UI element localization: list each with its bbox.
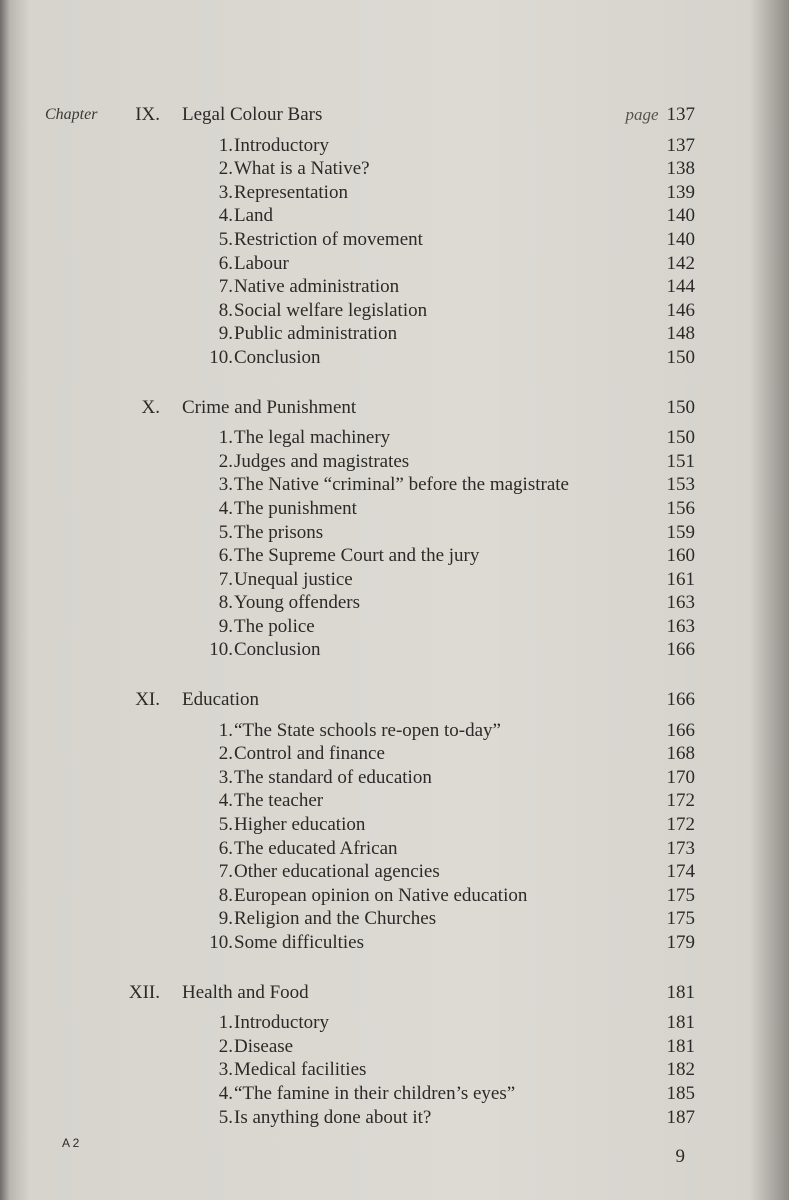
- section-entry: [0, 1035, 789, 1059]
- section-entry: [0, 813, 789, 837]
- section-title: “The State schools re-open to-day”: [234, 719, 501, 741]
- section-page: 139: [666, 181, 695, 203]
- section-entry: [0, 181, 789, 205]
- section-title: Judges and magistrates: [234, 450, 410, 472]
- section-title: Labour: [234, 252, 289, 274]
- section-title: Representation: [234, 181, 348, 203]
- section-number: 1.: [218, 427, 233, 449]
- section-number: 5.: [218, 228, 233, 250]
- chapter-page: [625, 103, 695, 127]
- section-number: 1.: [218, 1012, 233, 1034]
- section-entry: [0, 719, 789, 743]
- section-title: Other educational agencies: [234, 861, 440, 883]
- section-page: 182: [666, 1059, 695, 1081]
- chapter-page: [667, 688, 696, 712]
- section-title: The Native “criminal” before the magistrate: [234, 474, 569, 496]
- section-page: 144: [666, 276, 695, 298]
- section-entry: [0, 157, 789, 181]
- section-title: Unequal justice: [234, 568, 353, 590]
- section-page: 187: [666, 1106, 695, 1128]
- section-entry: [0, 322, 789, 346]
- section-page: 156: [666, 497, 695, 519]
- section-entry: [0, 1011, 789, 1035]
- chapter-title: Crime and Punishment: [182, 396, 357, 418]
- chapter-page: [667, 396, 696, 420]
- section-title: The police: [234, 615, 315, 637]
- section-number: 7.: [218, 276, 233, 298]
- section-title: The legal machinery: [234, 427, 391, 449]
- section-title: The standard of education: [234, 766, 432, 788]
- section-page: 185: [666, 1082, 695, 1104]
- chapter-numeral: XII.: [128, 981, 160, 1003]
- section-entry: [0, 426, 789, 450]
- section-entry: [0, 860, 789, 884]
- section-number: 5.: [218, 814, 233, 836]
- section-number: 6.: [218, 545, 233, 567]
- section-entry: [0, 299, 789, 323]
- section-page: 148: [666, 323, 695, 345]
- section-page: 150: [666, 346, 695, 368]
- section-title: Land: [234, 205, 274, 227]
- chapter-block: [0, 981, 789, 1130]
- section-entry: [0, 638, 789, 662]
- section-number: 9.: [218, 323, 233, 345]
- chapter-heading: [0, 981, 789, 1005]
- section-entry: [0, 497, 789, 521]
- section-entry: [0, 931, 789, 955]
- section-entry: [0, 275, 789, 299]
- section-title: Is anything done about it?: [234, 1106, 432, 1128]
- section-number: 3.: [218, 474, 233, 496]
- section-number: 1.: [218, 719, 233, 741]
- chapter-block: [0, 396, 789, 663]
- section-entry: [0, 204, 789, 228]
- section-page: 151: [666, 450, 695, 472]
- section-title: “The famine in their children’s eyes”: [234, 1082, 516, 1104]
- section-number: 7.: [218, 568, 233, 590]
- chapter-page-number: 166: [666, 689, 695, 711]
- section-entry: [0, 228, 789, 252]
- chapter-title: Legal Colour Bars: [182, 104, 323, 125]
- section-entry: [0, 837, 789, 861]
- section-entry: [0, 884, 789, 908]
- section-page: 142: [666, 252, 695, 274]
- section-entry: [0, 450, 789, 474]
- section-title: Religion and the Churches: [234, 908, 437, 930]
- chapter-page-number: 181: [666, 981, 695, 1003]
- section-page: 168: [666, 743, 695, 765]
- page-label: page: [625, 105, 659, 124]
- section-entry: [0, 742, 789, 766]
- section-entry: [0, 907, 789, 931]
- chapter-numeral: IX.: [135, 104, 160, 125]
- section-title: Conclusion: [234, 346, 321, 368]
- section-number: 3.: [218, 1059, 233, 1081]
- section-number: 4.: [218, 497, 233, 519]
- section-number: 8.: [218, 884, 233, 906]
- section-entry: [0, 521, 789, 545]
- section-page: 138: [666, 158, 695, 180]
- section-number: 6.: [218, 837, 233, 859]
- section-title: Introductory: [234, 134, 329, 156]
- section-title: The teacher: [234, 790, 324, 812]
- section-number: 2.: [218, 743, 233, 765]
- section-title: The educated African: [234, 837, 398, 859]
- chapter-title: Education: [182, 689, 260, 711]
- section-number: 4.: [218, 205, 233, 227]
- chapter-heading: [0, 688, 789, 712]
- section-page: 153: [666, 474, 695, 496]
- section-entry: [0, 473, 789, 497]
- section-entry: [0, 568, 789, 592]
- section-number: 3.: [218, 766, 233, 788]
- section-number: 5.: [218, 521, 233, 543]
- section-entry: [0, 134, 789, 158]
- section-number: 10.: [209, 932, 233, 953]
- section-list: [0, 1011, 789, 1129]
- chapter-block: [0, 688, 789, 955]
- section-title: Native administration: [234, 276, 400, 298]
- section-number: 10.: [209, 639, 233, 661]
- section-page: 160: [666, 545, 695, 567]
- section-list: [0, 719, 789, 955]
- section-number: 8.: [218, 299, 233, 321]
- table-of-contents: [0, 103, 789, 1129]
- section-number: 2.: [218, 450, 233, 472]
- section-number: 6.: [218, 252, 233, 274]
- section-list: [0, 426, 789, 662]
- chapter-page: [667, 981, 696, 1005]
- chapter-numeral: XI.: [135, 689, 160, 711]
- section-title: Control and finance: [234, 743, 385, 765]
- section-number: 3.: [218, 181, 233, 203]
- section-number: 8.: [218, 592, 233, 614]
- chapter-page-number: 150: [666, 396, 695, 418]
- section-page: 181: [666, 1012, 695, 1034]
- section-page: 179: [666, 932, 695, 953]
- section-page: 172: [666, 790, 695, 812]
- section-number: 2.: [218, 158, 233, 180]
- section-title: What is a Native?: [234, 158, 370, 180]
- section-number: 9.: [218, 908, 233, 930]
- chapter-title: Health and Food: [182, 981, 309, 1003]
- section-title: Restriction of movement: [234, 228, 423, 250]
- section-title: Introductory: [234, 1012, 329, 1034]
- section-entry: [0, 252, 789, 276]
- section-number: 2.: [218, 1035, 233, 1057]
- section-number: 9.: [218, 615, 233, 637]
- section-page: 161: [666, 568, 695, 590]
- section-title: Higher education: [234, 814, 366, 836]
- printer-signature: A 2: [62, 1136, 80, 1150]
- section-entry: [0, 1082, 789, 1106]
- section-title: The prisons: [234, 521, 324, 543]
- page-number: 9: [675, 1146, 685, 1167]
- section-entry: [0, 766, 789, 790]
- section-page: 140: [666, 205, 695, 227]
- chapter-heading: [0, 103, 789, 127]
- section-page: 146: [666, 299, 695, 321]
- section-title: Conclusion: [234, 639, 321, 661]
- section-title: Some difficulties: [234, 932, 364, 953]
- section-entry: [0, 1106, 789, 1130]
- section-entry: [0, 615, 789, 639]
- section-number: 10.: [209, 346, 233, 368]
- section-number: 5.: [218, 1106, 233, 1128]
- section-page: 173: [666, 837, 695, 859]
- section-number: 4.: [218, 1082, 233, 1104]
- section-page: 140: [666, 228, 695, 250]
- section-number: 1.: [218, 134, 233, 156]
- section-page: 159: [666, 521, 695, 543]
- section-entry: [0, 544, 789, 568]
- section-title: Medical facilities: [234, 1059, 367, 1081]
- chapter-page-number: 137: [666, 104, 695, 125]
- section-title: The Supreme Court and the jury: [234, 545, 480, 567]
- section-title: The punishment: [234, 497, 357, 519]
- section-entry: [0, 1058, 789, 1082]
- chapter-heading: [0, 396, 789, 420]
- section-page: 163: [666, 615, 695, 637]
- section-title: European opinion on Native education: [234, 884, 528, 906]
- section-page: 174: [666, 861, 695, 883]
- section-page: 150: [666, 427, 695, 449]
- section-title: Public administration: [234, 323, 398, 345]
- section-page: 163: [666, 592, 695, 614]
- section-number: 7.: [218, 861, 233, 883]
- chapter-block: [0, 103, 789, 370]
- section-list: [0, 134, 789, 370]
- section-entry: [0, 789, 789, 813]
- section-page: 166: [666, 719, 695, 741]
- section-page: 175: [666, 908, 695, 930]
- section-entry: [0, 346, 789, 370]
- section-page: 175: [666, 884, 695, 906]
- section-page: 137: [666, 134, 695, 156]
- section-page: 181: [666, 1035, 695, 1057]
- chapter-label: Chapter: [45, 106, 98, 123]
- section-title: Young offenders: [234, 592, 360, 614]
- section-page: 170: [666, 766, 695, 788]
- section-entry: [0, 591, 789, 615]
- section-page: 166: [666, 639, 695, 661]
- section-title: Disease: [234, 1035, 294, 1057]
- section-page: 172: [666, 814, 695, 836]
- section-title: Social welfare legislation: [234, 299, 428, 321]
- section-number: 4.: [218, 790, 233, 812]
- chapter-numeral: X.: [141, 396, 160, 418]
